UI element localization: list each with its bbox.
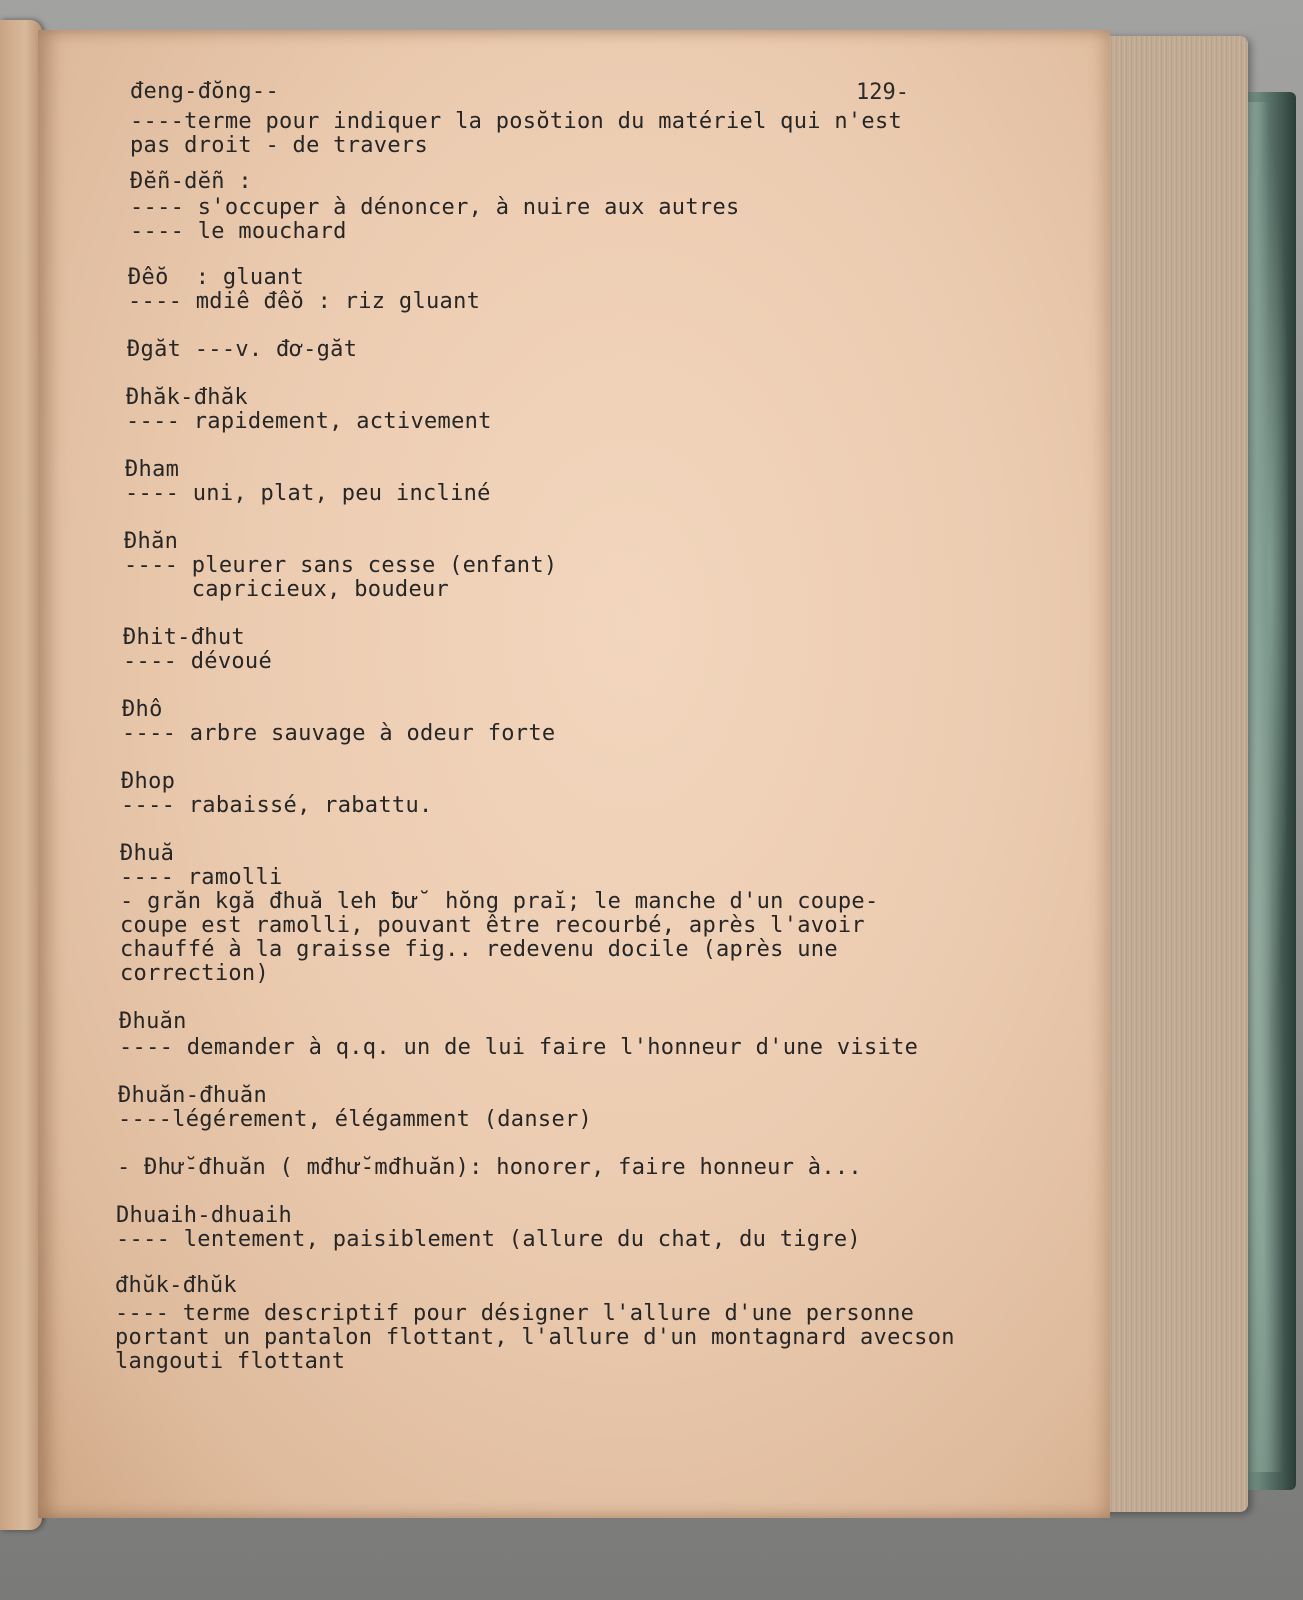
text-line: ---- dévoué <box>123 649 272 674</box>
text-line: portant un pantalon flottant, l'allure d'un montagnard avecson <box>115 1325 955 1350</box>
text-line: ---- mdiê đêŏ : riz gluant <box>128 289 481 314</box>
text-line: ---- rabaissé, rabattu. <box>121 793 433 818</box>
text-line: capricieux, boudeur <box>124 577 450 602</box>
page-number: 129- <box>856 80 909 105</box>
text-line: ---- uni, plat, peu incliné <box>125 481 491 506</box>
text-line: ---- rapidement, activement <box>126 409 492 434</box>
text-line: correction) <box>120 961 269 986</box>
text-line: Đĕñ-dĕñ : <box>130 169 252 194</box>
text-line: ---- terme descriptif pour désigner l'allure d'une personne <box>115 1301 915 1326</box>
text-line: Đhuă <box>120 841 175 866</box>
text-line: Đhăk-đhăk <box>126 385 248 410</box>
text-line: Đhit-đhut <box>123 625 245 650</box>
text-line: ---- demander à q.q. un de lui faire l'honneur d'une visite <box>119 1035 919 1060</box>
text-line: ---- ramolli <box>120 865 283 890</box>
text-line: ---- pleurer sans cesse (enfant) <box>124 553 558 578</box>
text-line: pas droit - de travers <box>130 133 428 158</box>
text-line: Đham <box>125 457 180 482</box>
text-line: - Đhư̆-đhuăn ( mđhư̆-mđhuăn): honorer, faire honneur à... <box>117 1155 862 1180</box>
text-line: ---- s'occuper à dénoncer, à nuire aux autres <box>130 195 740 220</box>
text-line: Đhuăn <box>119 1009 187 1034</box>
text-line: ----légérement, élégamment (danser) <box>118 1107 593 1132</box>
text-line: Đêŏ : gluant <box>128 265 305 290</box>
text-line: ----terme pour indiquer la posŏtion du matériel qui n'est <box>130 109 903 134</box>
text-line: Đgăt ---v. đơ-găt <box>127 337 358 362</box>
left-page-edge <box>0 20 42 1530</box>
text-line: chauffé à la graisse fig.. redevenu docile (après une <box>120 937 838 962</box>
text-line: Đhô <box>122 697 163 722</box>
text-line: Dhuaih-dhuaih <box>116 1203 293 1228</box>
text-line: ---- le mouchard <box>130 219 347 244</box>
text-line: đhŭk-đhŭk <box>115 1273 237 1298</box>
text-line: Đhuăn-đhuăn <box>118 1083 267 1108</box>
text-line: langouti flottant <box>115 1349 346 1374</box>
text-line: Đhop <box>121 769 176 794</box>
text-line: Đhăn <box>124 529 179 554</box>
page-block-edges <box>1098 36 1248 1512</box>
book-page <box>38 30 1110 1518</box>
text-line: ---- lentement, paisiblement (allure du chat, du tigre) <box>116 1227 861 1252</box>
text-line: ---- arbre sauvage à odeur forte <box>122 721 556 746</box>
text-line: - grăn kgă đhuă leh ƀư̆ hŏng praĭ; le manche d'un coupe- <box>120 889 879 914</box>
text-line: đeng-đŏng-- <box>130 79 279 104</box>
text-line: coupe est ramolli, pouvant être recourbé, après l'avoir <box>120 913 865 938</box>
